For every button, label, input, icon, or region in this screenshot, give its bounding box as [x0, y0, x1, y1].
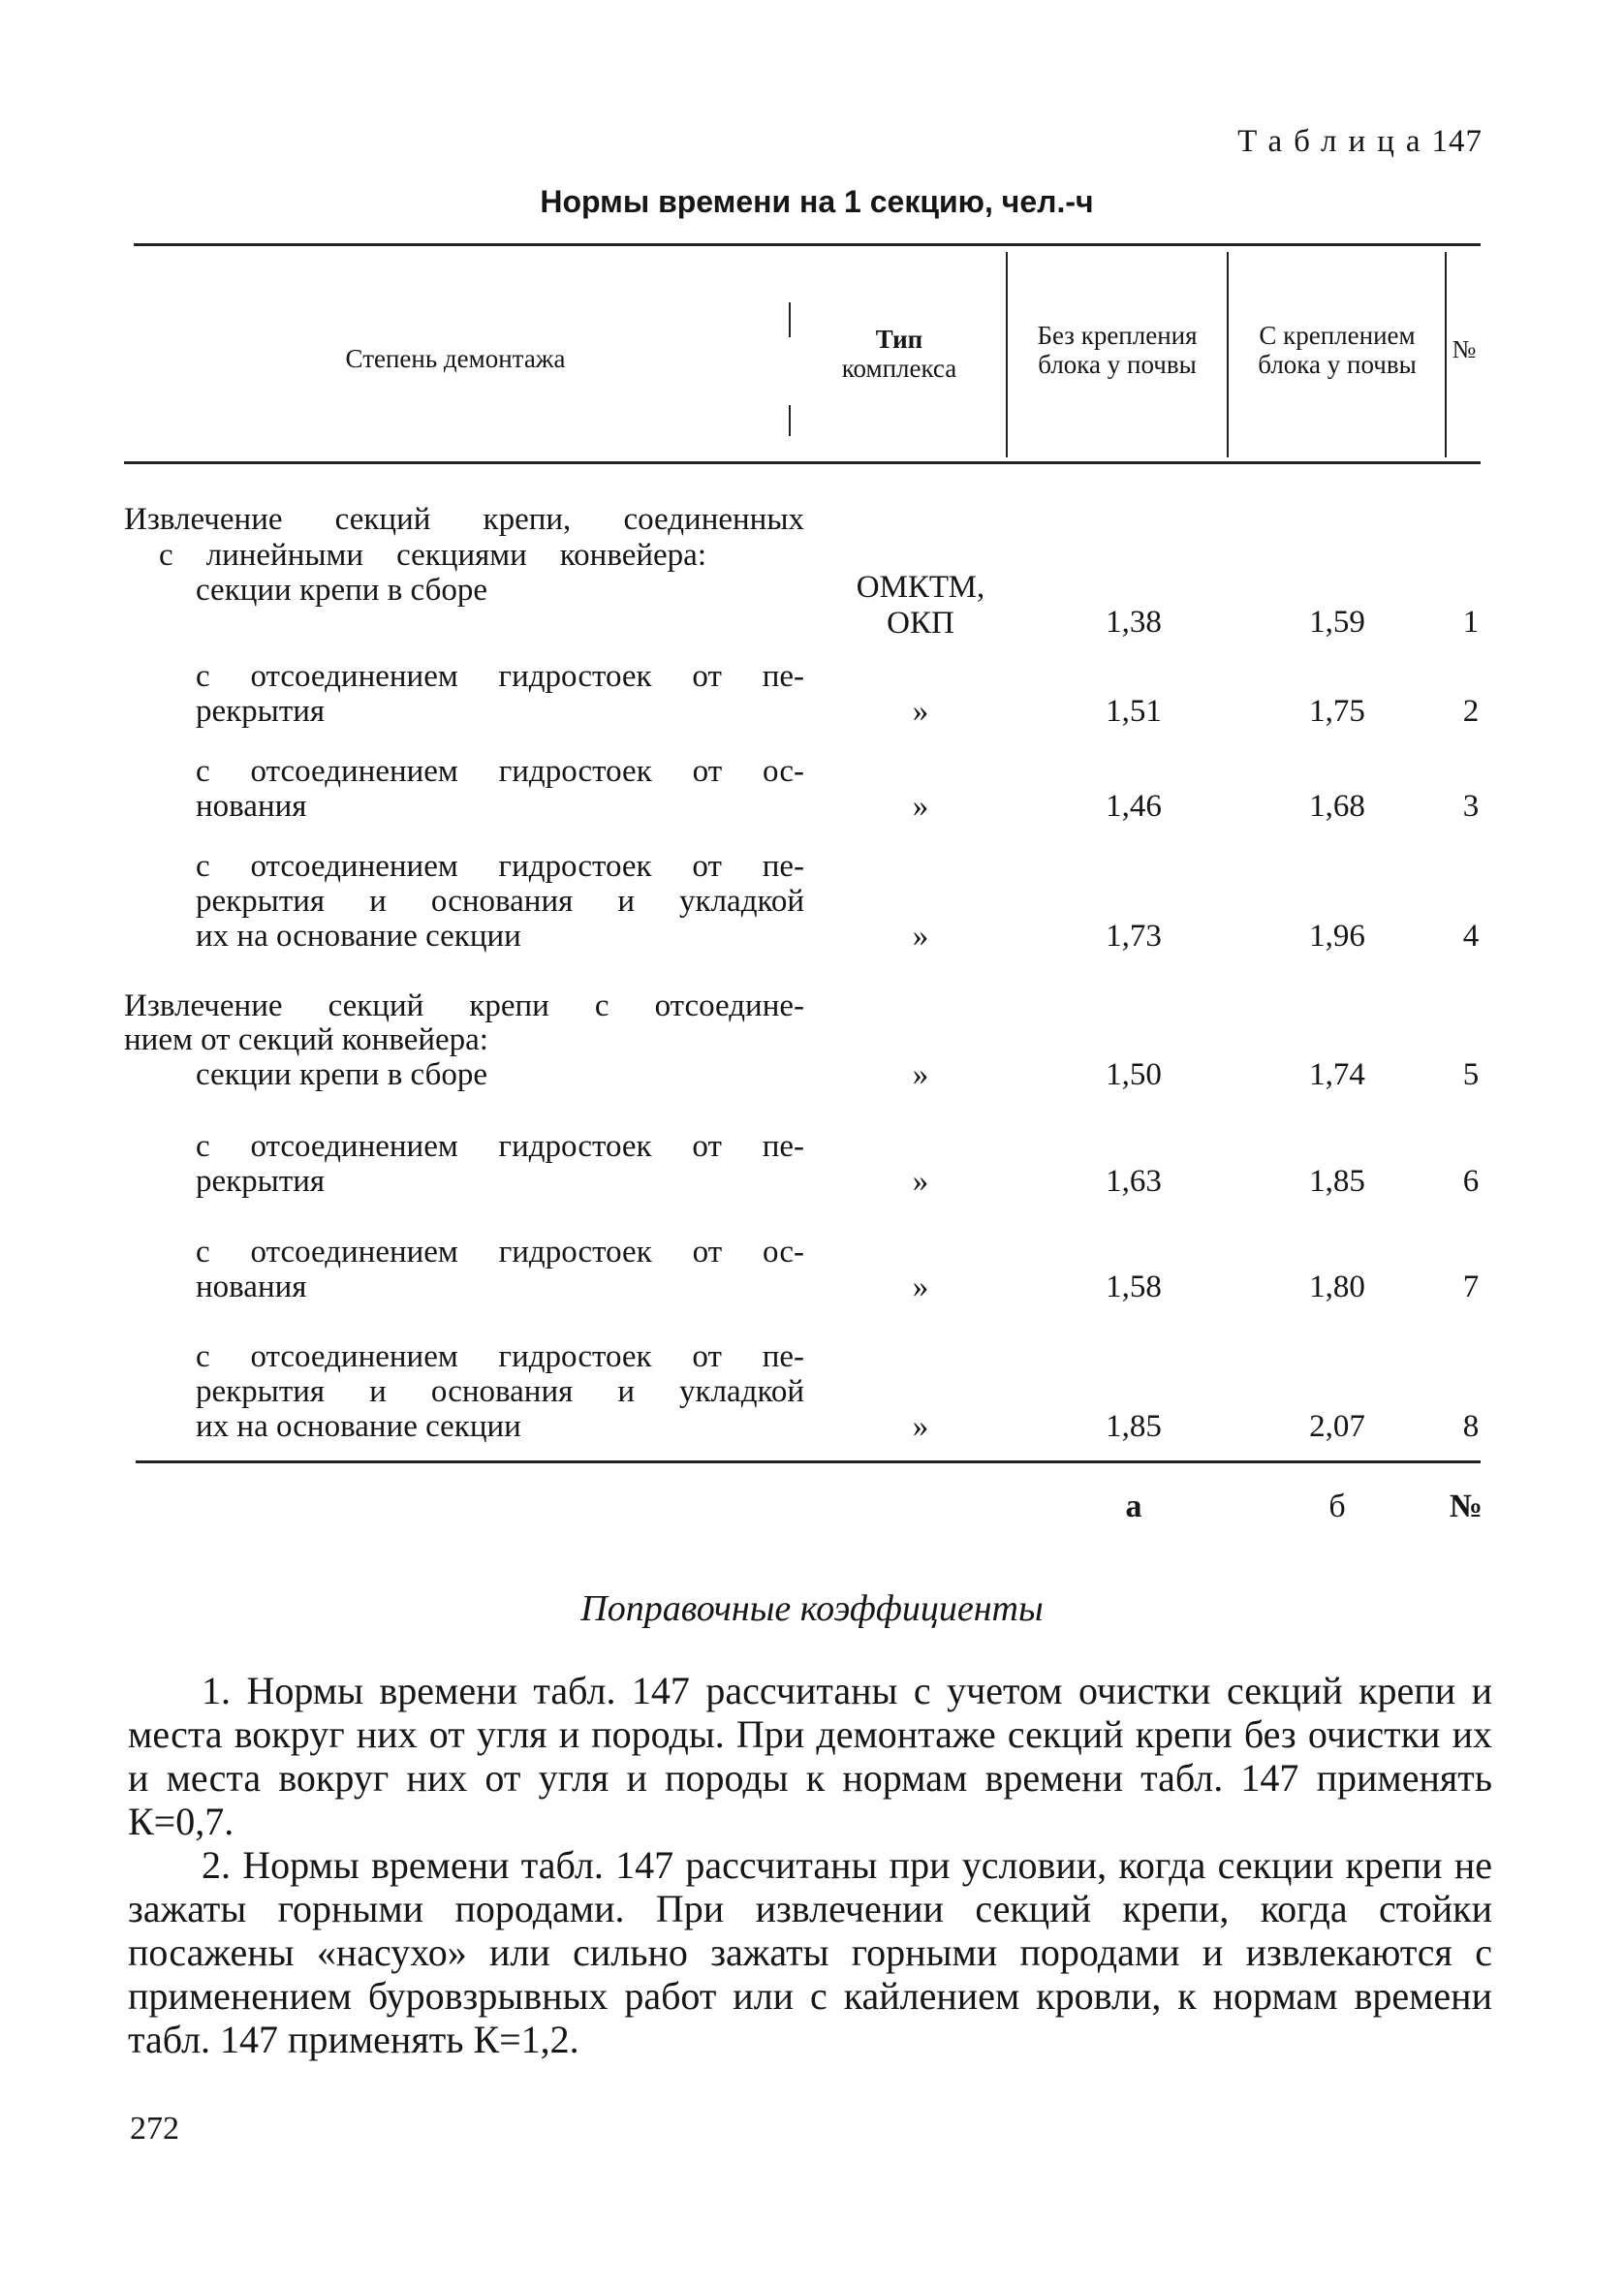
row-label: с отсоединением гидростоек от ос-	[196, 1235, 804, 1270]
row-label: с отсоединением гидростоек от ос-	[196, 754, 804, 789]
row-label: с отсоединением гидростоек от пе-	[196, 849, 804, 884]
row-value-b: 1,59	[1309, 605, 1365, 640]
row-value-a: 1,85	[1106, 1409, 1162, 1444]
row-number: 3	[1462, 789, 1480, 824]
row-label: рекрытия	[196, 694, 326, 729]
header-type: Тип комплекса	[841, 325, 957, 383]
row-type: »	[912, 694, 929, 729]
row-value-a: 1,38	[1106, 605, 1162, 640]
row-value-b: 1,75	[1309, 694, 1365, 729]
row-label: их на основание секции	[196, 1409, 521, 1444]
row-value-b: 1,74	[1309, 1057, 1365, 1092]
row-label: рекрытия	[196, 1164, 326, 1199]
row-type: »	[912, 1270, 929, 1304]
header-without-fixing: Без крепления блока у почвы	[1037, 321, 1198, 379]
row-label: нования	[196, 789, 307, 824]
row-type: ОМКТМ, ОКП	[856, 570, 985, 641]
header-divider	[789, 405, 791, 436]
row-number: 8	[1462, 1409, 1480, 1444]
table-title: Нормы времени на 1 секцию, чел.-ч	[540, 184, 1094, 219]
row-group-heading: нием от секций конвейера:	[124, 1022, 488, 1057]
row-type: »	[912, 789, 929, 824]
row-label: с отсоединением гидростоек от пе-	[196, 1339, 804, 1374]
column-letter-no: №	[1449, 1489, 1483, 1524]
row-label: нования	[196, 1270, 307, 1304]
row-type: »	[912, 1057, 929, 1092]
row-label: с отсоединением гидростоек от пе-	[196, 659, 804, 694]
row-value-a: 1,51	[1106, 694, 1162, 729]
row-number: 7	[1462, 1270, 1480, 1304]
correction-paragraph-1: 1. Нормы времени табл. 147 рассчитаны с учетом очистки секций крепи и места вокруг них от угля и породы. При демонтаже секций крепи без очистки их и места вокруг них от угля и породы к нормам времени табл. 147 применять К=0,7.	[128, 1669, 1492, 1843]
row-value-b: 1,80	[1309, 1270, 1365, 1304]
column-letter-a: а	[1125, 1489, 1142, 1524]
header-top-rule	[134, 243, 1481, 246]
row-label: их на основание секции	[196, 919, 521, 954]
column-letter-b: б	[1328, 1489, 1346, 1524]
row-value-a: 1,50	[1106, 1057, 1162, 1092]
row-value-b: 1,85	[1309, 1164, 1365, 1199]
correction-paragraph-2: 2. Нормы времени табл. 147 рассчитаны при условии, когда секции крепи не зажаты горными породами. При извлечении секций крепи, когда стойки посажены «насухо» или сильно зажаты горными породами и извлекаются с применением буровзрывных работ или с кайлением кровли, к нормам времени табл. 147 применять К=1,2.	[128, 1843, 1492, 2061]
row-type: »	[912, 919, 929, 954]
row-label: секции крепи в сборе	[196, 1057, 488, 1092]
row-value-a: 1,73	[1106, 919, 1162, 954]
row-number: 5	[1462, 1057, 1480, 1092]
table-number: Таблица147	[1237, 124, 1483, 159]
header-no: №	[1452, 335, 1477, 363]
row-type: »	[912, 1164, 929, 1199]
header-with-fixing: С креплением блока у почвы	[1258, 321, 1417, 379]
row-label: с отсоединением гидростоек от пе-	[196, 1129, 804, 1164]
page-number: 272	[130, 2111, 179, 2147]
row-value-a: 1,58	[1106, 1270, 1162, 1304]
row-label: рекрытия и основания и укладкой	[196, 1374, 804, 1409]
row-group-heading: Извлечение секций крепи, соединенных	[124, 502, 804, 537]
row-number: 4	[1462, 919, 1480, 954]
row-number: 2	[1462, 694, 1480, 729]
row-value-b: 2,07	[1309, 1409, 1365, 1444]
row-group-heading: с линейными секциями конвейера:	[159, 538, 706, 573]
row-value-b: 1,96	[1309, 919, 1365, 954]
row-value-b: 1,68	[1309, 789, 1365, 824]
row-number: 6	[1462, 1164, 1480, 1199]
row-value-a: 1,63	[1106, 1164, 1162, 1199]
row-label: секции крепи в сборе	[196, 573, 488, 608]
header-degree: Степень демонтажа	[345, 344, 566, 373]
section-subtitle: Поправочные коэффициенты	[580, 1588, 1044, 1629]
row-number: 1	[1462, 605, 1480, 640]
table-bottom-rule	[136, 1460, 1481, 1463]
row-group-heading: Извлечение секций крепи с отсоедине-	[124, 988, 804, 1023]
row-label: рекрытия и основания и укладкой	[196, 884, 804, 919]
row-type: »	[912, 1409, 929, 1444]
header-bottom-rule	[124, 461, 1481, 464]
header-divider	[789, 302, 791, 337]
row-value-a: 1,46	[1106, 789, 1162, 824]
